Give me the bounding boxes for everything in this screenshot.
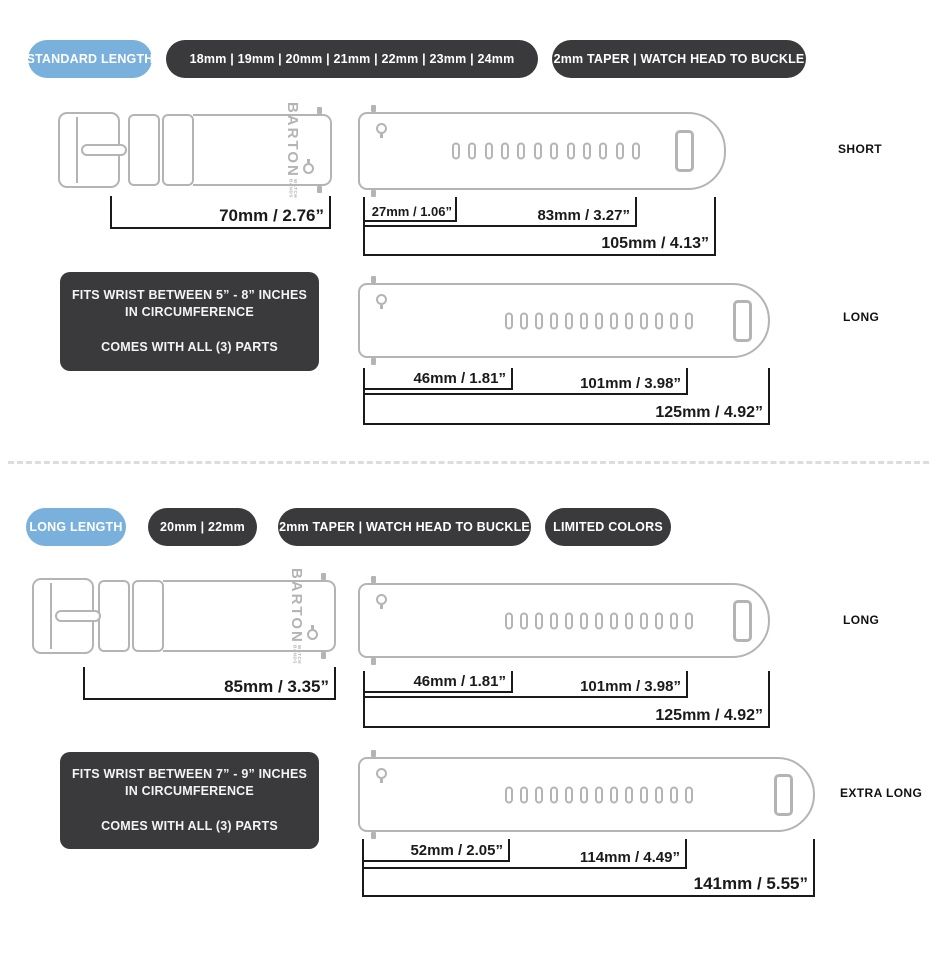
strap-hole [610, 312, 618, 329]
measurement-label: 141mm / 5.55” [693, 874, 808, 894]
spring-bar-stub-icon [321, 652, 326, 659]
strap-hole [625, 786, 633, 803]
barton-logo-subtext: WATCH BANDS [292, 644, 302, 665]
fit-info-box-standard [60, 272, 319, 371]
barton-logo [289, 568, 304, 664]
spring-bar-stub-icon [371, 105, 376, 112]
fit-info-line: FITS WRIST BETWEEN 7” - 9” INCHES [71, 766, 308, 781]
strap-hole [452, 143, 460, 160]
strap-hole [534, 143, 542, 160]
strap-length-label-long: LONG [843, 613, 880, 627]
strap-hole [505, 786, 513, 803]
strap-body [163, 567, 336, 665]
strap-hole [501, 143, 509, 160]
strap-hole [640, 786, 648, 803]
measurement-bracket-small [363, 671, 513, 693]
quick-release-pin-icon [376, 768, 387, 779]
barton-logo [285, 102, 300, 198]
strap-hole [468, 143, 476, 160]
badge-long-length: LONG LENGTH [26, 508, 126, 546]
strap-hole [567, 143, 575, 160]
measurement-label: 101mm / 3.98” [580, 374, 681, 392]
barton-logo-subtext: WATCH BANDS [288, 178, 298, 199]
strap-hole [595, 612, 603, 629]
long-strap-illustration-standard [358, 283, 770, 358]
spring-bar-stub-icon [371, 832, 376, 839]
section-divider [8, 461, 929, 464]
spring-bar-stub-icon [321, 573, 326, 580]
fit-info-line: IN CIRCUMFERENCE [125, 784, 254, 799]
buckle-strap-illustration-standard [58, 101, 332, 199]
strap-hole [505, 612, 513, 629]
strap-keeper [132, 580, 164, 652]
strap-keeper [162, 114, 194, 186]
barton-logo-text: BARTON [284, 101, 301, 178]
spring-bar-stub-icon [371, 358, 376, 365]
strap-hole [583, 143, 591, 160]
strap-holes [505, 786, 693, 803]
strap-hole [655, 786, 663, 803]
fit-info-box-long [60, 752, 319, 849]
strap-hole [520, 786, 528, 803]
strap-holes [505, 312, 693, 329]
strap-hole [625, 312, 633, 329]
spring-bar-stub-icon [371, 576, 376, 583]
strap-hole [520, 312, 528, 329]
extra-long-strap-illustration [358, 757, 815, 832]
strap-hole [485, 143, 493, 160]
strap-keeper [128, 114, 160, 186]
buckle-tongue [81, 144, 127, 156]
long-strap-illustration-long [358, 583, 770, 658]
measurement-label: 101mm / 3.98” [580, 677, 681, 695]
strap-hole [610, 786, 618, 803]
strap-hole [685, 612, 693, 629]
quick-release-pin-icon [376, 123, 387, 134]
strap-hole [670, 786, 678, 803]
strap-hole [505, 312, 513, 329]
strap-hole [595, 786, 603, 803]
strap-length-label-extra-long: EXTRA LONG [840, 786, 923, 800]
measurement-label: 70mm / 2.76” [219, 206, 324, 226]
quick-release-pin-icon [307, 629, 318, 640]
strap-hole [550, 312, 558, 329]
strap-hole [535, 612, 543, 629]
strap-hole [685, 786, 693, 803]
badge-standard-sizes: 18mm | 19mm | 20mm | 21mm | 22mm | 23mm | 24mm [166, 40, 538, 78]
spring-bar-stub-icon [371, 658, 376, 665]
measurement-bracket-small [362, 839, 510, 862]
strap-holes [505, 612, 693, 629]
strap-hole [535, 312, 543, 329]
measurement-label: 52mm / 2.05” [410, 841, 503, 859]
strap-hole [632, 143, 640, 160]
quick-release-pin-icon [376, 294, 387, 305]
fit-info-line: IN CIRCUMFERENCE [125, 305, 254, 320]
strap-hole [550, 143, 558, 160]
strap-length-label-long: LONG [843, 310, 880, 324]
badge-standard-length: STANDARD LENGTH [28, 40, 152, 78]
quick-release-pin-icon [303, 163, 314, 174]
badge-long-sizes: 20mm | 22mm [148, 508, 257, 546]
strap-hole [535, 786, 543, 803]
measurement-label: 46mm / 1.81” [413, 369, 506, 387]
measurement-label: 105mm / 4.13” [601, 235, 709, 253]
badge-long-taper: 2mm TAPER | WATCH HEAD TO BUCKLE [278, 508, 531, 546]
quick-release-pin-icon [376, 594, 387, 605]
strap-hole [580, 312, 588, 329]
strap-hole [640, 312, 648, 329]
measurement-label: 27mm / 1.06” [371, 203, 452, 219]
measurement-label: 83mm / 3.27” [537, 206, 630, 224]
strap-hole [580, 786, 588, 803]
measurement-bracket-buckle-long [83, 667, 336, 700]
measurement-label: 46mm / 1.81” [413, 672, 506, 690]
strap-hole [565, 786, 573, 803]
strap-hole [670, 312, 678, 329]
strap-hole [565, 312, 573, 329]
strap-hole [616, 143, 624, 160]
strap-hole [599, 143, 607, 160]
strap-hole [685, 312, 693, 329]
strap-hole [670, 612, 678, 629]
strap-hole [625, 612, 633, 629]
badge-limited-colors: LIMITED COLORS [545, 508, 671, 546]
strap-hole [565, 612, 573, 629]
strap-hole [517, 143, 525, 160]
strap-body [193, 101, 332, 199]
measurement-bracket-buckle-standard [110, 196, 331, 229]
strap-tuck-hole [675, 130, 694, 172]
strap-keeper [98, 580, 130, 652]
strap-hole [655, 312, 663, 329]
strap-hole [550, 786, 558, 803]
strap-hole [520, 612, 528, 629]
measurement-bracket-small [363, 368, 513, 390]
spring-bar-stub-icon [371, 276, 376, 283]
strap-hole [655, 612, 663, 629]
measurement-label: 85mm / 3.35” [224, 677, 329, 697]
strap-hole [595, 312, 603, 329]
barton-logo-text: BARTON [288, 567, 305, 644]
spring-bar-stub-icon [371, 190, 376, 197]
spring-bar-stub-icon [317, 107, 322, 114]
strap-hole [550, 612, 558, 629]
badge-standard-taper: 2mm TAPER | WATCH HEAD TO BUCKLE [552, 40, 806, 78]
spring-bar-stub-icon [371, 750, 376, 757]
spring-bar-stub-icon [317, 186, 322, 193]
strap-tuck-hole [733, 600, 752, 642]
fit-info-line: COMES WITH ALL (3) PARTS [101, 818, 278, 833]
strap-tuck-hole [733, 300, 752, 342]
buckle-tongue [55, 610, 101, 622]
buckle-strap-illustration-long [32, 567, 336, 665]
strap-hole [610, 612, 618, 629]
strap-length-label-short: SHORT [838, 142, 882, 156]
strap-tuck-hole [774, 774, 793, 816]
measurement-bracket-small [363, 197, 457, 222]
strap-hole [640, 612, 648, 629]
measurement-label: 114mm / 4.49” [579, 848, 680, 866]
fit-info-line: COMES WITH ALL (3) PARTS [101, 339, 278, 354]
strap-hole [580, 612, 588, 629]
strap-holes [452, 143, 640, 160]
fit-info-line: FITS WRIST BETWEEN 5” - 8” INCHES [71, 287, 308, 302]
measurement-label: 125mm / 4.92” [655, 707, 763, 725]
short-strap-illustration [358, 112, 726, 190]
measurement-label: 125mm / 4.92” [655, 404, 763, 422]
